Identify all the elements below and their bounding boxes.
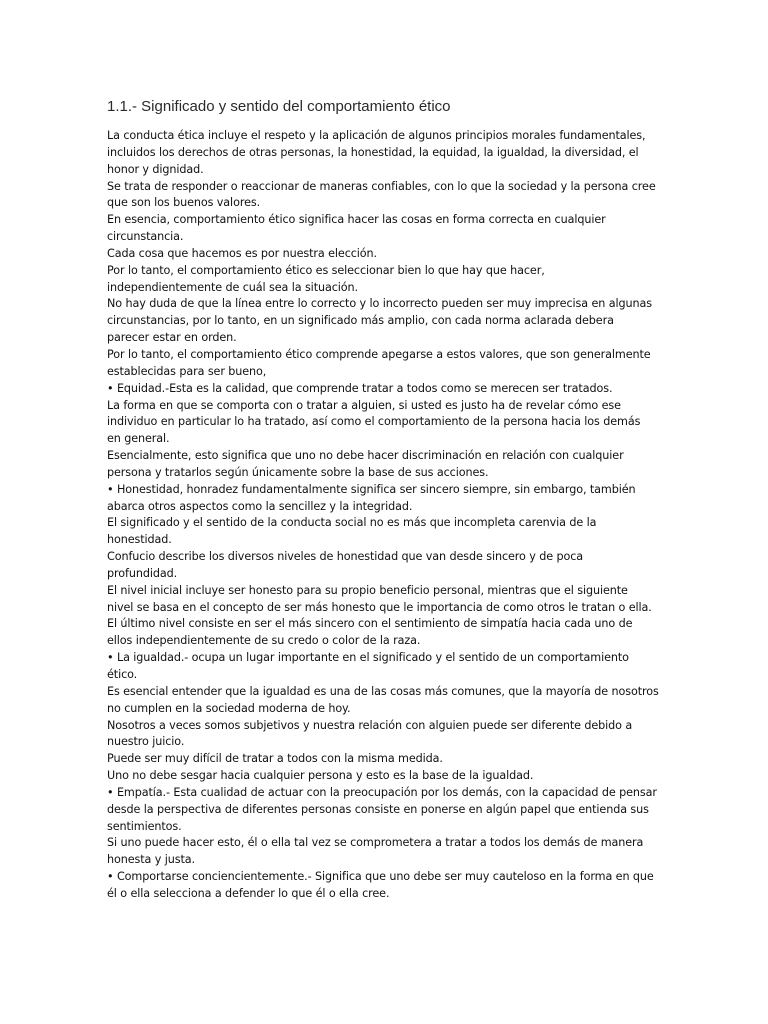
text-line: no cumplen en la sociedad moderna de hoy. xyxy=(107,701,351,715)
text-line: establecidas para ser bueno, xyxy=(107,364,267,378)
text-line: En esencia, comportamiento ético significa hacer las cosas en forma correcta en cualquier xyxy=(107,213,606,227)
text-line: No hay duda de que la línea entre lo correcto y lo incorrecto pueden ser muy imprecisa en algunas xyxy=(107,297,652,311)
text-line: profundidad. xyxy=(107,566,178,580)
text-line: individuo en particular lo ha tratado, así como el comportamiento de la persona hacia los demás xyxy=(107,415,641,429)
text-line: honor y dignidad. xyxy=(107,162,204,176)
text-line: persona y tratarlos según únicamente sobre la base de sus acciones. xyxy=(107,465,489,479)
text-line: El nivel inicial incluye ser honesto para su propio beneficio personal, mientras que el siguiente xyxy=(107,583,628,597)
text-line: La forma en que se comporta con o tratar a alguien, si usted es justo ha de revelar cómo ese xyxy=(107,398,621,412)
text-line: nuestro juicio. xyxy=(107,735,185,749)
text-line: Se trata de responder o reaccionar de maneras confiables, con lo que la sociedad y la persona cree xyxy=(107,179,656,193)
text-line: Por lo tanto, el comportamiento ético comprende apegarse a estos valores, que son generalmente xyxy=(107,347,651,361)
section-heading: 1.1.- Significado y sentido del comportamiento ético xyxy=(107,98,451,115)
text-line: Esencialmente, esto significa que uno no debe hacer discriminación en relación con cualquier xyxy=(107,449,624,463)
text-line: desde la perspectiva de diferentes personas consiste en ponerse en algún papel que entienda sus xyxy=(107,802,649,816)
text-line: incluidos los derechos de otras personas, la honestidad, la equidad, la igualdad, la diversidad, el xyxy=(107,145,639,159)
text-line: ellos independientemente de su credo o color de la raza. xyxy=(107,634,421,648)
text-line: ético. xyxy=(107,668,138,681)
text-line: • Honestidad, honradez fundamentalmente significa ser sincero siempre, sin embargo, también xyxy=(107,482,636,496)
text-line: Puede ser muy difícil de tratar a todos con la misma medida. xyxy=(107,752,443,766)
text-line: honestidad. xyxy=(107,533,172,547)
text-line: independientemente de cuál sea la situación. xyxy=(107,280,358,294)
text-line: Cada cosa que hacemos es por nuestra elección. xyxy=(107,246,377,260)
text-line: parecer estar en orden. xyxy=(107,331,237,345)
text-line: El último nivel consiste en ser el más sincero con el sentimiento de simpatía hacia cada uno de xyxy=(107,617,633,631)
text-line: circunstancia. xyxy=(107,230,184,244)
body-text xyxy=(107,128,667,903)
text-line: • La igualdad.- ocupa un lugar importante en el significado y el sentido de un comportamiento xyxy=(107,651,629,665)
text-line: La conducta ética incluye el respeto y la aplicación de algunos principios morales fundamentales, xyxy=(107,129,646,142)
text-line: • Equidad.-Esta es la calidad, que comprende tratar a todos como se merecen ser tratados. xyxy=(107,381,613,395)
text-line: Confucio describe los diversos niveles de honestidad que van desde sincero y de poca xyxy=(107,550,584,564)
text-line: Uno no debe sesgar hacia cualquier persona y esto es la base de la igualdad. xyxy=(107,769,534,783)
text-line: circunstancias, por lo tanto, en un significado más amplio, con cada norma aclarada debera xyxy=(107,314,614,328)
text-line: nivel se basa en el concepto de ser más honesto que le importancia de como otros le tratan o ella. xyxy=(107,600,652,614)
text-line: abarca otros aspectos como la sencillez y la integridad. xyxy=(107,499,413,513)
text-line: Nosotros a veces somos subjetivos y nuestra relación con alguien puede ser diferente debido a xyxy=(107,718,633,732)
text-line: • Empatía.- Esta cualidad de actuar con la preocupación por los demás, con la capacidad de pensar xyxy=(107,785,657,799)
text-line: El significado y el sentido de la conducta social no es más que incompleta carenvia de la xyxy=(107,516,597,530)
text-line: Es esencial entender que la igualdad es una de las cosas más comunes, que la mayoría de nosotros xyxy=(107,684,659,698)
text-line: en general. xyxy=(107,432,170,446)
text-line: Por lo tanto, el comportamiento ético es seleccionar bien lo que hay que hacer, xyxy=(107,263,545,277)
text-line: honesta y justa. xyxy=(107,853,195,867)
text-line: • Comportarse conciencientemente.- Significa que uno debe ser muy cauteloso en la forma en que xyxy=(107,870,654,884)
text-line: que son los buenos valores. xyxy=(107,196,261,210)
text-line: Si uno puede hacer esto, él o ella tal vez se comprometera a tratar a todos los demás de manera xyxy=(107,836,644,850)
text-line: sentimientos. xyxy=(107,819,182,833)
text-line: él o ella selecciona a defender lo que él o ella cree. xyxy=(107,886,390,900)
